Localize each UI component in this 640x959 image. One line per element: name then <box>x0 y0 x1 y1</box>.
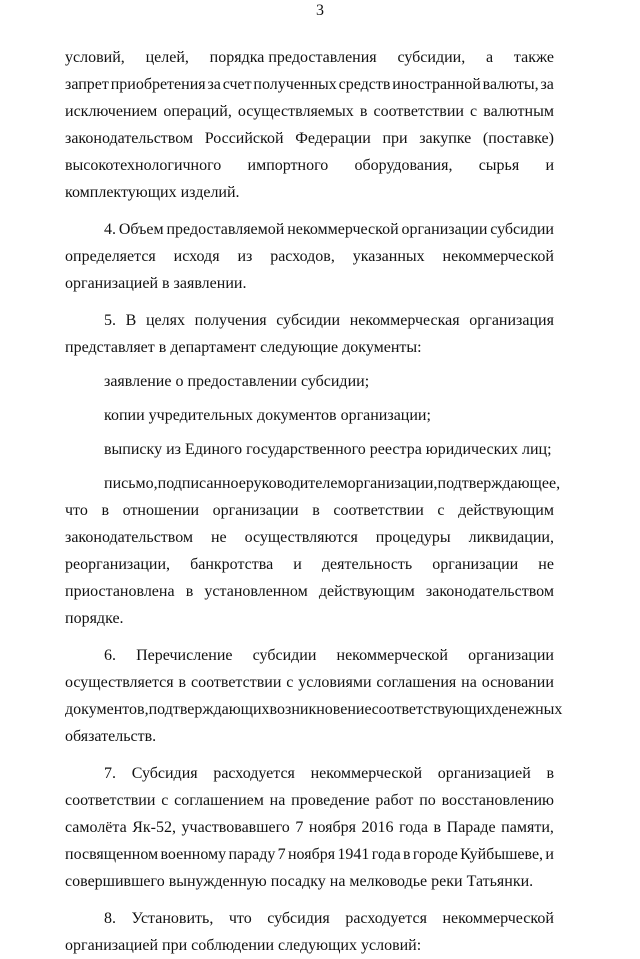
word: субсидии <box>490 221 554 238</box>
word: субсидии, <box>397 49 466 66</box>
word: приобретения <box>110 76 206 93</box>
word: деятельность <box>321 556 413 573</box>
word: расходуется <box>213 765 295 782</box>
word: запрет <box>65 76 109 93</box>
word: 8. <box>104 910 116 927</box>
word: средств <box>338 76 391 93</box>
word: некоммерческой <box>287 221 399 238</box>
word: счет <box>222 76 252 93</box>
word: импортного <box>247 157 329 174</box>
text-line <box>65 307 554 334</box>
word: соответствии <box>373 103 464 120</box>
word: некоммерческой <box>310 765 423 782</box>
paragraph-p4 <box>65 216 554 297</box>
word: получения <box>194 312 267 329</box>
word: подписанное <box>157 475 246 492</box>
word: основании <box>481 674 554 691</box>
word: субсидии <box>276 312 341 329</box>
word: Субсидия <box>131 765 198 782</box>
word: проведение <box>291 792 370 809</box>
word: Объем <box>118 221 164 238</box>
word: 6. <box>104 647 116 664</box>
text-line: порядке. <box>65 610 124 627</box>
word: некоммерческой <box>442 248 554 265</box>
word: а <box>486 49 494 66</box>
word: приостановлена <box>65 583 175 600</box>
word: соответствии <box>65 792 156 809</box>
text-line <box>65 216 554 243</box>
word: предоставляемой <box>166 221 285 238</box>
paragraph-p6 <box>65 642 563 750</box>
word: и <box>545 157 554 174</box>
word: организацией <box>437 765 531 782</box>
word: по <box>419 792 436 809</box>
word: из <box>237 248 253 265</box>
word: Федерации <box>295 130 371 147</box>
word: организации <box>432 556 519 573</box>
text-line: заявление о предоставлении субсидии; <box>104 373 370 390</box>
text-line: совершившего вынужденную посадку на мелководье реки Татьянки. <box>65 873 534 890</box>
text-line: обязательств. <box>65 728 157 745</box>
paragraph-gap <box>65 895 554 905</box>
word: за <box>540 76 554 93</box>
word: исключением <box>65 103 158 120</box>
word: городе <box>412 846 458 863</box>
word: определяется <box>65 248 156 265</box>
paragraph-gap <box>65 632 554 642</box>
word: условий, <box>65 49 125 66</box>
text-line <box>65 98 554 125</box>
word: за <box>207 76 221 93</box>
word: в <box>178 674 187 691</box>
word: указанных <box>352 248 425 265</box>
word: с <box>161 792 169 809</box>
text-line <box>65 470 561 497</box>
word: 2016 <box>361 819 394 836</box>
word: 7 <box>277 846 286 863</box>
word: ликвидации, <box>468 529 554 546</box>
word: подтверждающих <box>148 701 270 718</box>
word: на <box>269 792 286 809</box>
word: не <box>538 556 554 573</box>
paragraph-gap <box>65 429 554 436</box>
document-body <box>65 44 563 959</box>
word: Як-52, <box>132 819 176 836</box>
word: организации <box>212 502 299 519</box>
word: целях <box>145 312 185 329</box>
word: исходя <box>173 248 220 265</box>
paragraph-p5-item1 <box>65 368 554 395</box>
word: отношении <box>122 502 200 519</box>
text-line: комплектующих изделий. <box>65 184 240 201</box>
word: памяти, <box>501 819 554 836</box>
word: законодательством <box>65 130 194 147</box>
word: реорганизации, <box>65 556 170 573</box>
word: организации <box>401 221 488 238</box>
word: с <box>286 674 294 691</box>
text-line: копии учредительных документов организации; <box>104 407 431 424</box>
text-line: организацией в заявлении. <box>65 275 247 292</box>
word: в <box>546 765 554 782</box>
text-line <box>65 669 554 696</box>
word: организации, <box>347 475 438 492</box>
word: оборудования, <box>354 157 453 174</box>
word: организация <box>469 312 554 329</box>
text-line <box>65 551 554 578</box>
paragraph-gap <box>65 297 554 307</box>
word: некоммерческой <box>336 647 448 664</box>
word: что <box>228 910 252 927</box>
word: действующим <box>318 583 415 600</box>
word: соответствующих <box>371 701 494 718</box>
word: в <box>433 819 442 836</box>
word: валюты, <box>482 76 539 93</box>
word: валютным <box>483 103 554 120</box>
text-line <box>65 905 554 932</box>
word: высокотехнологичного <box>65 157 222 174</box>
word: года <box>399 819 429 836</box>
word: также <box>513 49 554 66</box>
text-line: организацией при соблюдении следующих условий: <box>65 937 422 954</box>
word: не <box>210 529 227 546</box>
text-line <box>65 125 554 152</box>
text-line <box>65 71 554 98</box>
word: и <box>545 846 554 863</box>
paragraph-p7 <box>65 760 554 895</box>
word: субсидии <box>252 647 317 664</box>
word: при <box>382 130 408 147</box>
word: условиями <box>298 674 372 691</box>
word: и <box>293 556 302 573</box>
word: в <box>359 103 368 120</box>
word: расходов, <box>270 248 335 265</box>
text-line <box>65 524 554 551</box>
word: 5. <box>104 312 116 329</box>
word: 7 <box>295 819 304 836</box>
word: денежных <box>493 701 563 718</box>
text-line <box>65 578 554 605</box>
word: операций, <box>163 103 232 120</box>
text-line <box>65 814 554 841</box>
paragraph-gap <box>65 206 554 216</box>
word: восстановлению <box>441 792 554 809</box>
word: Куйбышеве, <box>460 846 544 863</box>
word: (поставке) <box>482 130 554 147</box>
word: 1941 <box>337 846 370 863</box>
word: соглашения <box>376 674 457 691</box>
word: расходуется <box>345 910 427 927</box>
text-line <box>65 243 554 270</box>
paragraph-gap <box>65 361 554 368</box>
word: осуществляется <box>65 674 174 691</box>
word: некоммерческая <box>349 312 460 329</box>
word: целей, <box>145 49 189 66</box>
word: Параде <box>446 819 496 836</box>
word: ноября <box>308 819 356 836</box>
word: в <box>101 502 109 519</box>
text-line <box>65 787 554 814</box>
word: посвященном <box>65 846 159 863</box>
word: порядка предоставления <box>209 49 377 66</box>
word: соответствии <box>333 502 424 519</box>
word: сырья <box>478 157 520 174</box>
word: действующим <box>458 502 554 519</box>
text-line: представляет в департамент следующие документы: <box>65 339 422 356</box>
word: законодательством <box>425 583 554 600</box>
text-line <box>65 497 554 524</box>
word: участвовавшего <box>181 819 290 836</box>
word: Установить, <box>131 910 214 927</box>
word: установленном <box>204 583 308 600</box>
word: осуществляемых <box>237 103 354 120</box>
word: в <box>312 502 320 519</box>
text-line <box>65 841 554 868</box>
paragraph-gap <box>65 463 554 470</box>
paragraph-p5-item4 <box>65 470 561 632</box>
word: субсидия <box>267 910 330 927</box>
paragraph-p5-item2 <box>65 402 554 429</box>
word: некоммерческой <box>442 910 554 927</box>
word: законодательством <box>65 529 194 546</box>
word: самолёта <box>65 819 127 836</box>
text-line <box>65 760 554 787</box>
paragraph-p-cont <box>65 44 554 206</box>
paragraph-p8 <box>65 905 554 959</box>
word: что <box>65 502 88 519</box>
word: иностранной <box>392 76 481 93</box>
word: письмо, <box>104 475 158 492</box>
text-line <box>65 642 554 669</box>
word: процедуры <box>375 529 451 546</box>
paragraph-gap <box>65 395 554 402</box>
text-line <box>65 152 554 179</box>
text-line <box>65 696 563 723</box>
word: возникновение <box>269 701 372 718</box>
word: Российской <box>204 130 284 147</box>
word: года <box>371 846 401 863</box>
word: 7. <box>104 765 116 782</box>
word: 4. <box>104 221 116 238</box>
word: осуществляются <box>244 529 358 546</box>
page-number: 3 <box>316 2 324 19</box>
word: на <box>461 674 477 691</box>
word: с <box>437 502 445 519</box>
paragraph-p5-item3 <box>65 436 554 463</box>
text-line: выписку из Единого государственного реестра юридических лиц; <box>104 441 552 458</box>
word: полученных <box>253 76 337 93</box>
word: руководителем <box>245 475 348 492</box>
word: соглашением <box>174 792 264 809</box>
paragraph-gap <box>65 750 554 760</box>
word: Перечисление <box>136 647 233 664</box>
word: соответствии <box>190 674 282 691</box>
word: В <box>125 312 137 329</box>
word: в <box>403 846 411 863</box>
word: военному <box>160 846 227 863</box>
paragraph-p5 <box>65 307 554 361</box>
word: документов, <box>65 701 149 718</box>
word: параду <box>228 846 276 863</box>
word: в <box>185 583 194 600</box>
word: закупке <box>419 130 472 147</box>
text-line <box>65 44 554 71</box>
word: работ <box>375 792 414 809</box>
word: ноября <box>287 846 336 863</box>
word: банкротства <box>190 556 274 573</box>
word: организации <box>468 647 554 664</box>
word: с <box>470 103 478 120</box>
word: подтверждающее, <box>437 475 561 492</box>
